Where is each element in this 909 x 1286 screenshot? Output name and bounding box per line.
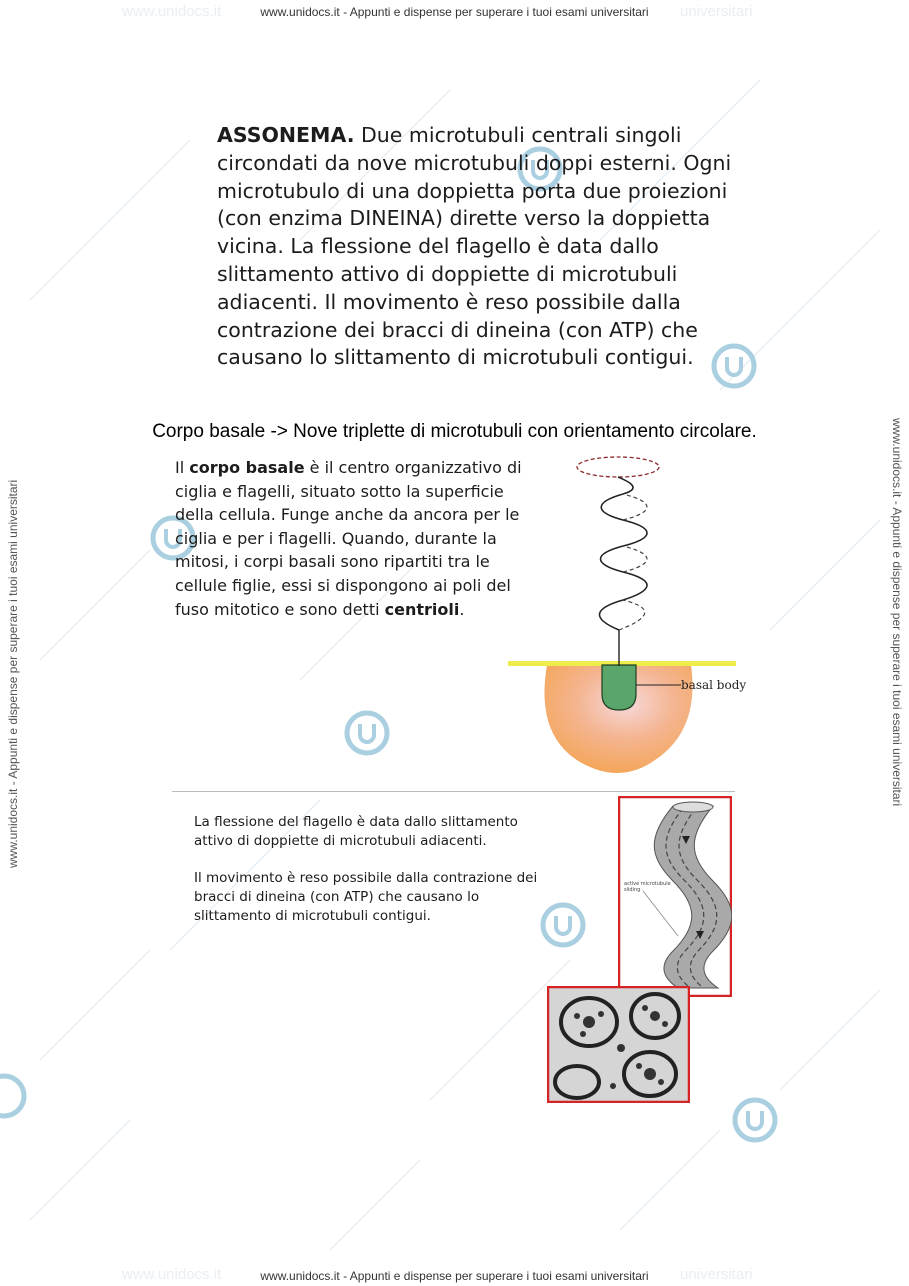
- page-footer: www.unidocs.it - Appunti e dispense per superare i tuoi esami universitari: [260, 1269, 649, 1283]
- side-watermark-right: www.unidocs.it - Appunti e dispense per superare i tuoi esami universitari: [890, 418, 904, 807]
- text-span: è il centro organizzativo di ciglia e flagelli, situato sotto la superficie della cellula. Funge anche da ancora per le ciglia e per i flagelli. Quando, durante la mitosi, i corpi basali sono ripartiti tra le cellule figlie, essi si dispongono ai poli del fuso mitotico e sono detti: [175, 458, 522, 619]
- flessione-paragraph-1: La flessione del flagello è data dallo slittamento attivo di doppiette di microtubuli adiacenti.: [194, 814, 518, 849]
- assonema-title: ASSONEMA.: [217, 123, 355, 147]
- page-header: www.unidocs.it - Appunti e dispense per superare i tuoi esami universitari: [260, 5, 649, 19]
- sliding-label: sliding: [624, 887, 641, 893]
- watermark-ghost: universitari: [680, 3, 753, 20]
- watermark-ghost: universitari: [680, 1266, 753, 1283]
- text-span: .: [459, 599, 465, 619]
- watermark-ghost: www.unidocs.it: [122, 1266, 222, 1283]
- side-watermark-left: www.unidocs.it - Appunti e dispense per superare i tuoi esami universitari: [6, 479, 20, 868]
- assonema-body: Due microtubuli centrali singoli circondati da nove microtubuli doppi esterni. Ogni microtubulo di una doppietta porta due proiezioni (con enzima DINEINA) dirette verso la doppietta vicina. La flessione del flagello è data dallo slittamento attivo di doppiette di microtubuli adiacenti. Il movimento è reso possibile dalla contrazione dei bracci di dineina (con ATP) che causano lo slittamento di microtubuli contigui.: [217, 123, 732, 370]
- corpo-basale-heading: Corpo basale -> Nove triplette di microtubuli con orientamento circolare.: [152, 421, 757, 442]
- microtubule-sliding-figure: [618, 796, 732, 997]
- section-divider: [172, 791, 735, 792]
- assonema-paragraph: [217, 122, 737, 372]
- basal-body-figure: [505, 450, 765, 780]
- text-span: Il: [175, 458, 190, 477]
- flagellum-wave-icon: [599, 477, 647, 630]
- bold-term: centrioli: [384, 599, 460, 619]
- bold-term: corpo basale: [189, 458, 305, 477]
- basal-body-shape: [602, 665, 636, 710]
- basal-body-label: basal body: [681, 678, 747, 692]
- microtubule-micrograph-image: [547, 986, 690, 1103]
- flessione-text: [194, 813, 554, 926]
- corpo-basale-paragraph: [175, 456, 525, 621]
- sliding-label: active microtubule: [624, 881, 671, 887]
- watermark-ghost: www.unidocs.it: [122, 3, 222, 20]
- flessione-paragraph-2: Il movimento è reso possibile dalla contrazione dei bracci di dineina (con ATP) che causano lo slittamento di microtubuli contigui.: [194, 870, 538, 924]
